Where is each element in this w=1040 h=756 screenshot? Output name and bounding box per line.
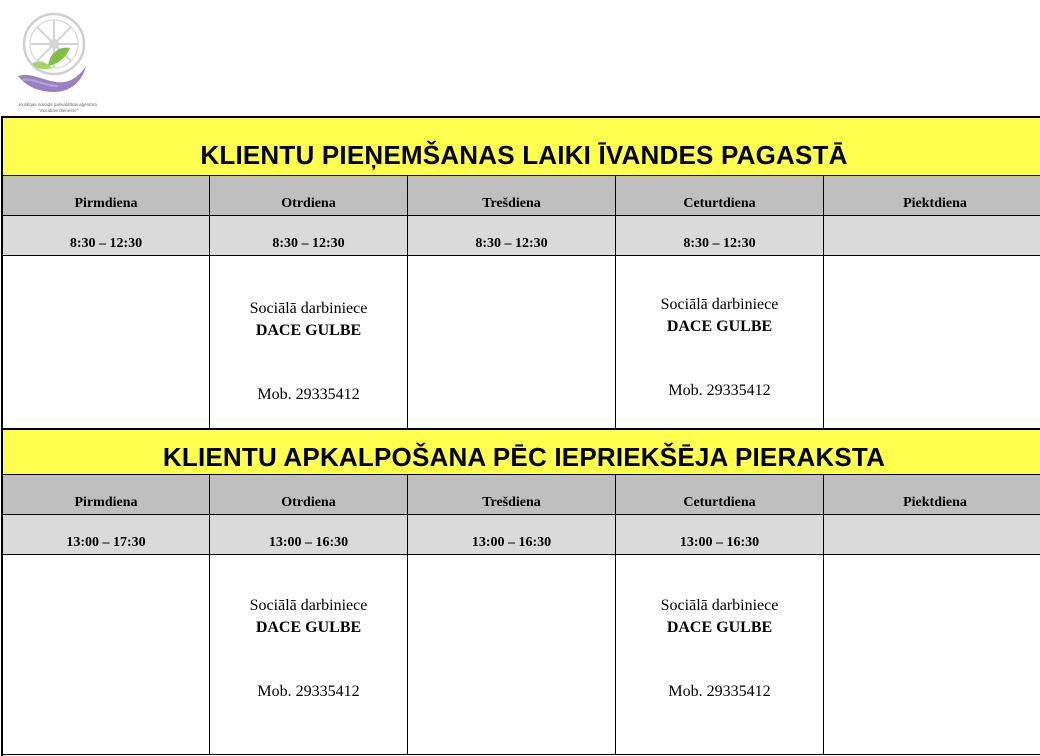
contact-cell bbox=[824, 256, 1040, 429]
contact-name: DACE GULBE bbox=[666, 619, 773, 636]
contact-role: Sociālā darbiniece bbox=[249, 300, 368, 317]
contact-cell bbox=[3, 256, 210, 429]
hours-cell: 13:00 – 17:30 bbox=[3, 515, 210, 555]
contact-cell bbox=[824, 555, 1040, 755]
contact-cell bbox=[616, 256, 824, 429]
day-header: Ceturtdiena bbox=[616, 176, 824, 216]
schedule-table bbox=[1, 116, 1040, 756]
day-header: Trešdiena bbox=[408, 176, 616, 216]
section1-contact-row bbox=[3, 256, 1040, 429]
logo-emblem-icon bbox=[8, 6, 108, 102]
section2-day-header-row bbox=[3, 475, 1040, 515]
hours-cell: 13:00 – 16:30 bbox=[408, 515, 616, 555]
day-header: Piektdiena bbox=[824, 475, 1040, 515]
contact-phone: Mob. 29335412 bbox=[668, 683, 771, 700]
contact-name: DACE GULBE bbox=[666, 318, 773, 335]
contact-role: Sociālā darbiniece bbox=[660, 296, 779, 313]
section2-hours-row bbox=[3, 515, 1040, 555]
contact-cell bbox=[210, 555, 408, 755]
day-header: Otrdiena bbox=[210, 176, 408, 216]
contact-name: DACE GULBE bbox=[255, 322, 362, 339]
contact-cell bbox=[408, 256, 616, 429]
logo-caption-agency: Kuldīgas novada pašvaldības aģentūra bbox=[19, 102, 97, 107]
contact-name: DACE GULBE bbox=[255, 619, 362, 636]
contact-role: Sociālā darbiniece bbox=[660, 597, 779, 614]
agency-logo bbox=[8, 6, 108, 114]
logo-caption-service: "Sociālais dienests" bbox=[38, 108, 78, 113]
section2-contact-row bbox=[3, 555, 1040, 755]
day-header: Pirmdiena bbox=[3, 475, 210, 515]
section2-title: KLIENTU APKALPOŠANA PĒC IEPRIEKŠĒJA PIERAKSTA bbox=[3, 429, 1040, 475]
contact-phone: Mob. 29335412 bbox=[668, 382, 771, 399]
contact-cell bbox=[3, 555, 210, 755]
hours-cell bbox=[824, 515, 1040, 555]
contact-role: Sociālā darbiniece bbox=[249, 597, 368, 614]
hours-cell: 8:30 – 12:30 bbox=[210, 216, 408, 256]
hours-cell: 13:00 – 16:30 bbox=[210, 515, 408, 555]
hours-cell: 8:30 – 12:30 bbox=[616, 216, 824, 256]
section1-hours-row bbox=[3, 216, 1040, 256]
contact-cell bbox=[210, 256, 408, 429]
hours-cell: 13:00 – 16:30 bbox=[616, 515, 824, 555]
contact-phone: Mob. 29335412 bbox=[257, 683, 360, 700]
day-header: Otrdiena bbox=[210, 475, 408, 515]
contact-cell bbox=[408, 555, 616, 755]
section1-title: KLIENTU PIEŅEMŠANAS LAIKI ĪVANDES PAGASTĀ bbox=[3, 118, 1040, 176]
day-header: Pirmdiena bbox=[3, 176, 210, 216]
hours-cell bbox=[824, 216, 1040, 256]
hours-cell: 8:30 – 12:30 bbox=[408, 216, 616, 256]
day-header: Trešdiena bbox=[408, 475, 616, 515]
hours-cell: 8:30 – 12:30 bbox=[3, 216, 210, 256]
day-header: Piektdiena bbox=[824, 176, 1040, 216]
day-header: Ceturtdiena bbox=[616, 475, 824, 515]
contact-phone: Mob. 29335412 bbox=[257, 386, 360, 403]
section1-day-header-row bbox=[3, 176, 1040, 216]
contact-cell bbox=[616, 555, 824, 755]
